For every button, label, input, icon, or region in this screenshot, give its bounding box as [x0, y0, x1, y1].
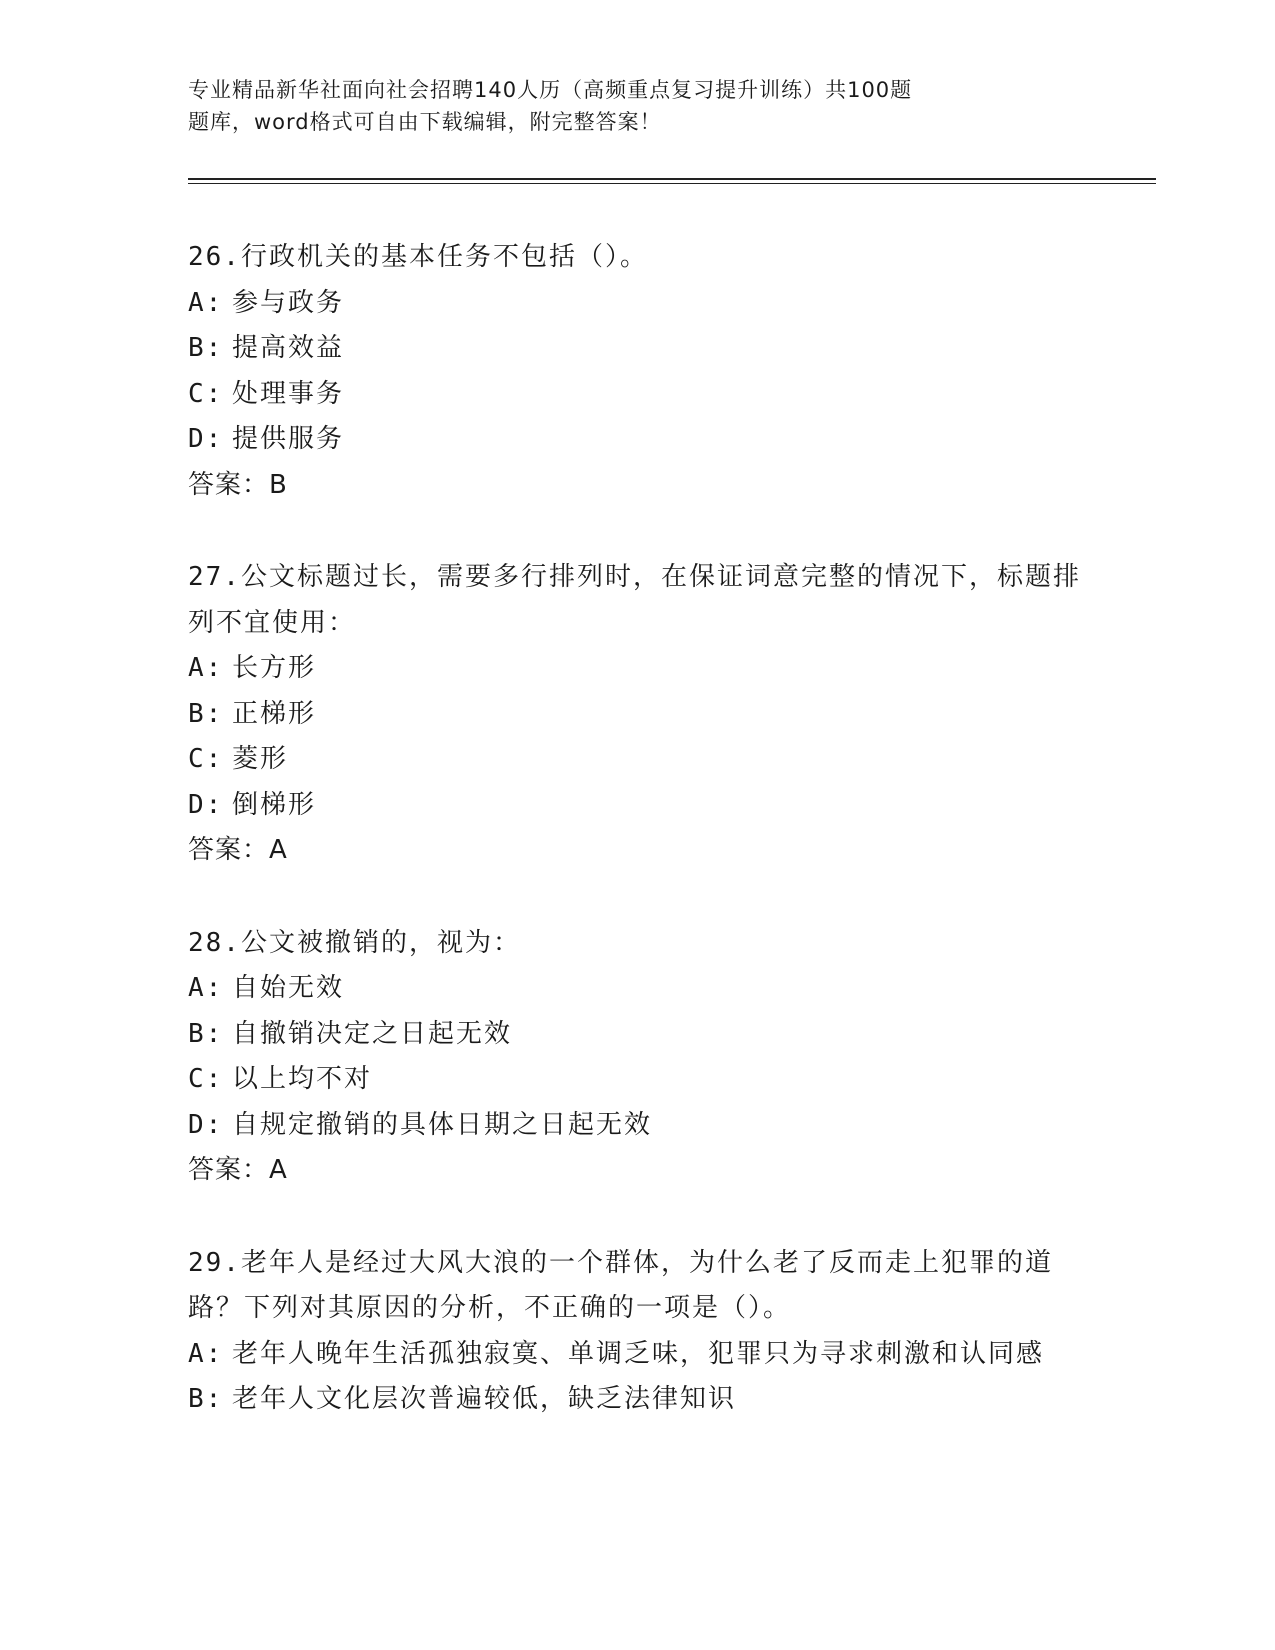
- option-letter: B:: [188, 698, 224, 729]
- option-d: [188, 783, 1088, 829]
- question-28: [188, 921, 1088, 1194]
- option-text: 参与政务: [232, 287, 345, 318]
- header-line-2: 题库，word格式可自由下载编辑，附完整答案！: [188, 110, 662, 134]
- answer-line: 答案：A: [188, 1155, 288, 1185]
- option-text: 提供服务: [232, 424, 345, 454]
- option-a: [188, 966, 1088, 1012]
- option-d: [188, 1103, 1088, 1149]
- option-letter: A:: [188, 1338, 224, 1369]
- answer-line: 答案：A: [188, 835, 288, 865]
- option-text: 倒梯形: [232, 789, 317, 820]
- question-27: [188, 555, 1088, 874]
- option-text: 提高效益: [232, 333, 345, 363]
- answer-line: 答案：B: [188, 469, 288, 500]
- option-b: [188, 692, 1088, 738]
- option-a: [188, 281, 1088, 327]
- option-letter: D:: [188, 424, 224, 454]
- option-text: 菱形: [232, 744, 289, 774]
- question-stem: 26.行政机关的基本任务不包括（）。: [188, 242, 648, 272]
- option-text: 老年人文化层次普遍较低，缺乏法律知识: [232, 1384, 737, 1414]
- question-stem: 28.公文被撤销的，视为：: [188, 927, 521, 958]
- option-text: 长方形: [232, 653, 317, 683]
- option-letter: A:: [188, 653, 224, 683]
- option-letter: B:: [188, 1018, 224, 1049]
- question-stem: 29.老年人是经过大风大浪的一个群体，为什么老了反而走上犯罪的道路？下列对其原因的分析，不正确的一项是（）。: [188, 1247, 1053, 1323]
- option-text: 自始无效: [232, 973, 345, 1003]
- option-letter: B:: [188, 333, 224, 363]
- option-c: [188, 1057, 1088, 1103]
- option-text: 处理事务: [232, 378, 345, 409]
- option-text: 正梯形: [232, 698, 317, 729]
- header-line-1: 专业精品新华社面向社会招聘140人历（高频重点复习提升训练）共100题: [188, 78, 913, 102]
- option-c: [188, 372, 1088, 418]
- question-26: [188, 235, 1088, 508]
- option-letter: D:: [188, 789, 224, 820]
- option-c: [188, 737, 1088, 783]
- question-29: [188, 1241, 1088, 1423]
- option-text: 老年人晚年生活孤独寂寞、单调乏味，犯罪只为寻求刺激和认同感: [232, 1338, 1045, 1369]
- question-list: [188, 235, 1088, 1470]
- document-header: [188, 74, 1088, 138]
- option-letter: A:: [188, 287, 224, 318]
- option-text: 自规定撤销的具体日期之日起无效: [232, 1109, 653, 1140]
- option-letter: C:: [188, 1064, 224, 1094]
- option-letter: C:: [188, 378, 224, 409]
- option-a: [188, 1332, 1088, 1378]
- option-d: [188, 417, 1088, 463]
- option-text: 以上均不对: [232, 1064, 373, 1094]
- option-letter: D:: [188, 1109, 224, 1140]
- option-b: [188, 326, 1088, 372]
- option-letter: C:: [188, 744, 224, 774]
- question-stem: 27.公文标题过长，需要多行排列时，在保证词意完整的情况下，标题排列不宜使用：: [188, 562, 1081, 638]
- option-letter: A:: [188, 973, 224, 1003]
- option-b: [188, 1377, 1088, 1423]
- option-letter: B:: [188, 1384, 224, 1414]
- option-b: [188, 1012, 1088, 1058]
- option-a: [188, 646, 1088, 692]
- option-text: 自撤销决定之日起无效: [232, 1018, 513, 1049]
- header-divider: [188, 178, 1156, 180]
